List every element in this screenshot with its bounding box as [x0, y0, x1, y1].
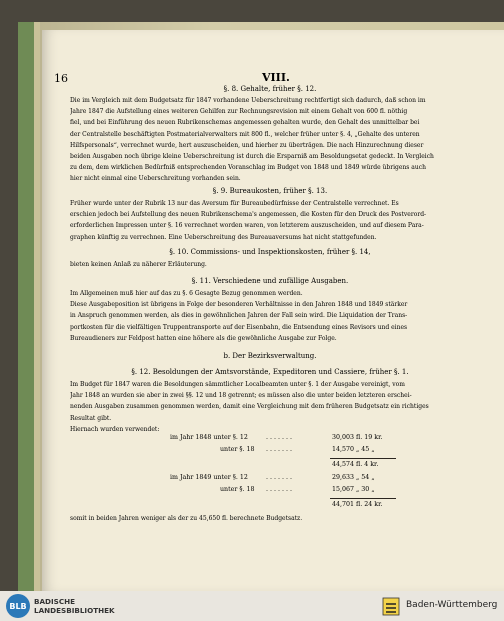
text-line: Jahr 1848 an wurden sie aber in zwei §§. 12 und 18 getrennt; es müssen also die unter beiden letzteren erschei- [70, 392, 412, 400]
table-row-dots: . . . . . . . [266, 434, 293, 441]
book-cover [18, 22, 40, 591]
baden-wuerttemberg-crest-icon [380, 595, 402, 617]
text-line: der Centralstelle beschäftigten Postmaterialverwalters mit 800 fl., welcher früher unter §. 4, „Gehalte des unteren [70, 130, 420, 138]
text-line: Bureaudieners zur Feldpost hatten eine höhere als die gewöhnliche Ausgabe zur Folge. [70, 334, 337, 342]
text-line: nenden Ausgaben zusammen genommen werden, damit eine Vergleichung mit dem früheren Budgetsatz ein richtiges [70, 403, 429, 411]
text-line: Resultat gibt. [70, 414, 112, 422]
table-row-dots: . . . . . . . [266, 474, 293, 481]
library-name[interactable] [34, 597, 115, 615]
heading-bureaukosten: §. 9. Bureaukosten, früher §. 13. [212, 187, 328, 195]
text-line: Jahre 1847 die Aufstellung eines weiteren Gehilfen zur Rechnungsrevision mit einem Gehalt von 600 fl. nöthig [70, 108, 408, 116]
text-line: Hiernach wurden verwendet: [70, 425, 160, 433]
table-row-value: 44,701 fl. 24 kr. [332, 501, 383, 508]
text-line: zu dem, dem wirklichen Bedürfniß entsprechenden Voranschlag im Budget von 1848 und 1849 würde übrigens auch [70, 164, 426, 172]
heading-commissionskosten: §. 10. Commissions- und Inspektionskosten, früher §. 14, [169, 248, 371, 256]
heading-besoldungen: §. 12. Besoldungen der Amtsvorstände, Expeditoren und Cassiere, früher §. 1. [131, 368, 409, 376]
closing-line [70, 513, 475, 524]
table-row-value: 29,633 „ 54 „ [332, 474, 375, 481]
section-numeral: VIII. [262, 71, 290, 84]
paragraph-verschiedene-ausgaben [70, 288, 475, 344]
state-name[interactable]: Baden-Württemberg [406, 600, 498, 610]
text-line: hier nicht einmal eine Ueberschreitung vorhanden sein. [70, 175, 241, 183]
table-row-label: unter §. 18 [220, 446, 255, 453]
table-row-label: im Jahr 1849 unter §. 12 [170, 474, 248, 481]
library-name-line2: LANDESBIBLIOTHEK [34, 606, 115, 615]
table-row-label: unter §. 18 [220, 486, 255, 493]
paragraph-bureaukosten [70, 198, 475, 243]
text-line: beiden Ausgaben noch übrige kleine Ueberschreitung ist durch die Ersparniß am Besoldungsetat gedeckt. In Vergleich [70, 153, 434, 161]
paragraph-commissionskosten [70, 259, 475, 270]
library-name-line1: BADISCHE [34, 597, 76, 606]
table-row-value: 14,570 „ 45 „ [332, 446, 375, 453]
heading-bezirksverwaltung: b. Der Bezirksverwaltung. [223, 352, 317, 360]
text-line: erschien jedoch bei Aufstellung des neuen Rubrikenschema's angemessen, die Kosten für den Druck des Postverord- [70, 211, 427, 219]
table-row-dots: . . . . . . . [266, 446, 293, 453]
text-line: Die im Vergleich mit dem Budgetsatz für 1847 vorhandene Ueberschreitung rechtfertigt sich dadurch, daß schon im [70, 97, 426, 104]
paragraph-gehalte [70, 95, 475, 185]
text-line: Im Allgemeinen muß hier auf das zu §. 6 Gesagte Bezug genommen werden. [70, 290, 303, 297]
text-line: Früher wurde unter der Rubrik 13 nur das Aversum für Bureaubedürfnisse der Centralstelle verrechnet. Es [70, 200, 399, 207]
text-line: Im Budget für 1847 waren die Besoldungen sämmtlicher Localbeamten unter §. 1 der Ausgabe vereinigt, vom [70, 381, 405, 388]
table-row-dots: . . . . . . . [266, 486, 293, 493]
heading-gehalte: §. 8. Gehalte, früher §. 12. [223, 85, 317, 93]
table-row-label: im Jahr 1848 unter §. 12 [170, 434, 248, 441]
table-row-value: 15,067 „ 30 „ [332, 486, 375, 493]
text-line: Diese Ausgabeposition ist übrigens in Folge der besonderen Verhältnisse in den Jahren 1848 und 1849 stärker [70, 301, 408, 309]
table-row-value: 30,003 fl. 19 kr. [332, 434, 383, 441]
page-number: 16 [54, 72, 68, 85]
text-line: portkosten für die vielfältigen Truppentransporte auf der Eisenbahn, die Entsendung eines Revisors und eines [70, 323, 408, 331]
text-line: somit in beiden Jahren weniger als der zu 45,650 fl. berechnete Budgetsatz. [70, 515, 303, 522]
sum-rule [330, 458, 396, 459]
text-line: bieten keinen Anlaß zu näherer Erläuterung. [70, 261, 207, 268]
text-line: graphen künftig zu verrechnen. Eine Ueberschreitung des Bureauaversums hat nicht stattgefunden. [70, 233, 377, 241]
text-line: erforderlichen Impressen unter §. 16 verrechnet worden waren, von letzterem auszuscheiden, und auf diesem Para- [70, 222, 424, 230]
sum-rule [330, 498, 396, 499]
text-line: in Anspruch genommen werden, als dies in gewöhnlichen Jahren der Fall sein wird. Die Liquidation der Trans- [70, 312, 408, 320]
text-line: Hilfspersonals“, verrechnet wurde, hert auszuscheiden, und hierher zu überträgen. Die nach Hinzurechnung dieser [70, 141, 424, 149]
table-row-value: 44,574 fl. 4 kr. [332, 461, 379, 468]
blb-logo[interactable]: BLB [6, 594, 30, 618]
heading-verschiedene-ausgaben: §. 11. Verschiedene und zufällige Ausgaben. [191, 277, 349, 285]
text-line: fiel, und bei Einführung des neuen Rubrikenschemas angemessen gehalten wurde, den Gehalt des unmittelbar bei [70, 119, 420, 127]
footer-bar [0, 591, 504, 621]
paragraph-besoldungen [70, 379, 475, 435]
